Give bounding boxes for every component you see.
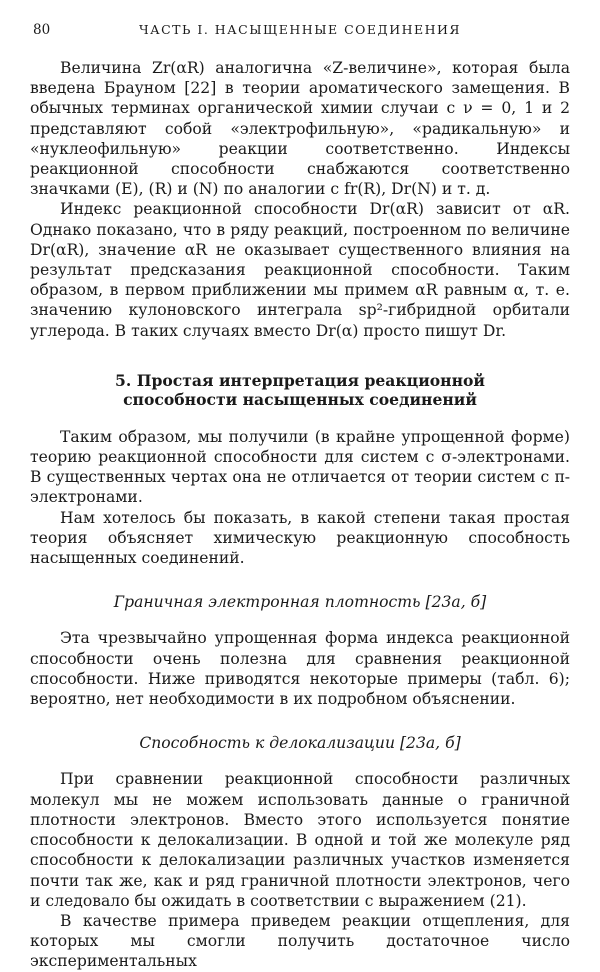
section-paragraph-1: Таким образом, мы получили (в крайне упрощенной форме) теорию реакционной способности для систем с σ-электронами. В существенных чертах она не отличается от теории систем с π-электронами. xyxy=(30,427,570,507)
running-title: ЧАСТЬ I. НАСЫЩЕННЫЕ СОЕДИНЕНИЯ xyxy=(138,22,462,37)
body-text xyxy=(30,58,570,972)
paragraph-2: Индекс реакционной способности Dr(αR) зависит от αR. Однако показано, что в ряду реакций, построенном по величине Dr(αR), значение αR не оказывает существенного влияния на результат предсказания реакционной способности. Таким образом, в первом приближении мы примем αR равным α, т. е. значению кулоновского интеграла sp²-гибридной орбитали углерода. В таких случаях вместо Dr(α) просто пишут Dr. xyxy=(30,200,570,340)
subsection-2-paragraph-1: При сравнении реакционной способности различных молекул мы не можем использовать данные о граничной плотности электронов. Вместо этого используется понятие способности к делокализации. В одной и той же молекуле ряд способности к делокализации различных участков изменяется почти так же, как и ряд граничной плотности электронов, чего и следовало бы ожидать в соответствии с выражением (21). xyxy=(30,770,570,910)
subsection-2-paragraph-2: В качестве примера приведем реакции отщепления, для которых мы смогли получить достаточное число экспериментальных xyxy=(30,911,570,971)
section-paragraph-2: Нам хотелось бы показать, в какой степени такая простая теория объясняет химическую реакционную способность насыщенных соединений. xyxy=(30,508,570,568)
subsection-title-frontier-density: Граничная электронная плотность [23а, б] xyxy=(113,593,487,612)
paragraph-1: Величина Zr(αR) аналогична «Z-величине», которая была введена Брауном [22] в теории ароматического замещения. В обычных терминах органической химии случаи с ν = 0, 1 и 2 представляют собой «электрофильную», «радикальную» и «нуклеофильную» реакции соответственно. Индексы реакционной способности снабжаются соответственно значками (E), (R) и (N) по аналогии с fr(R), Dr(N) и т. д. xyxy=(30,59,570,199)
page-header xyxy=(33,22,567,44)
subsection-title-delocalizability: Способность к делокализации [23а, б] xyxy=(139,734,461,753)
section-title: 5. Простая интерпретация реакционной способности насыщенных соединений xyxy=(115,370,485,409)
subsection-1-paragraph: Эта чрезвычайно упрощенная форма индекса реакционной способности очень полезна для сравнения реакционной способности. Ниже приводятся некоторые примеры (табл. 6); вероятно, нет необходимости в их подробном объяснении. xyxy=(30,629,570,709)
page-number: 80 xyxy=(33,22,51,38)
